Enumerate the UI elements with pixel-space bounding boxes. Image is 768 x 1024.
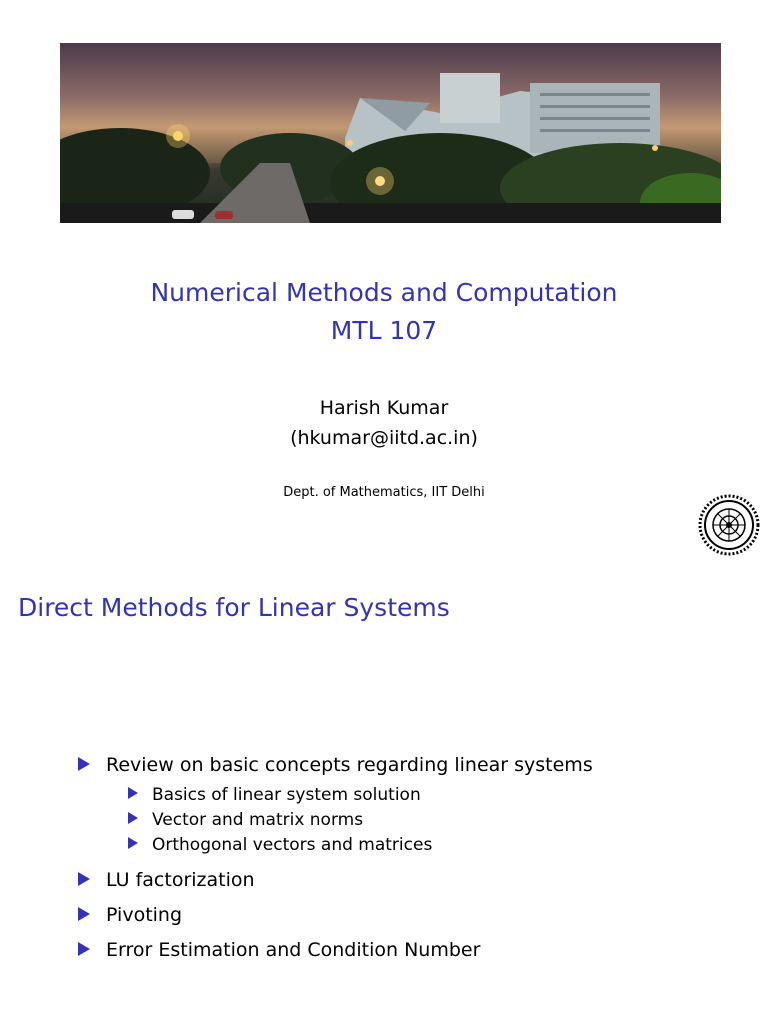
list-item (78, 754, 593, 776)
sub-list-item (128, 835, 432, 855)
author-email: (hkumar@iitd.ac.in) (290, 427, 478, 449)
sub-list-item-label: Orthogonal vectors and matrices (152, 835, 433, 855)
sub-list-item-label: Vector and matrix norms (152, 810, 364, 830)
list-item-label: Review on basic concepts regarding linear systems (106, 754, 593, 776)
bullet-triangle-icon (128, 787, 138, 799)
list-item-label: LU factorization (106, 869, 255, 891)
bullet-triangle-icon (78, 872, 90, 886)
sub-list-item (128, 785, 421, 805)
bullet-triangle-icon (78, 907, 90, 921)
author-name: Harish Kumar (319, 397, 449, 419)
list-item (78, 939, 480, 961)
presentation-title: Numerical Methods and Computation (150, 278, 618, 307)
course-code: MTL 107 (330, 316, 438, 345)
bullet-triangle-icon (78, 942, 90, 956)
sub-list-item-label: Basics of linear system solution (152, 785, 421, 805)
list-item-label: Error Estimation and Condition Number (106, 939, 481, 961)
sub-list-item (128, 810, 363, 830)
frame-title: Direct Methods for Linear Systems (18, 593, 450, 622)
list-item-label: Pivoting (106, 904, 183, 926)
list-item (78, 904, 182, 926)
institute-line: Dept. of Mathematics, IIT Delhi (283, 485, 485, 500)
bullet-triangle-icon (128, 837, 138, 849)
bullet-triangle-icon (128, 812, 138, 824)
list-item (78, 869, 255, 891)
bullet-triangle-icon (78, 757, 90, 771)
